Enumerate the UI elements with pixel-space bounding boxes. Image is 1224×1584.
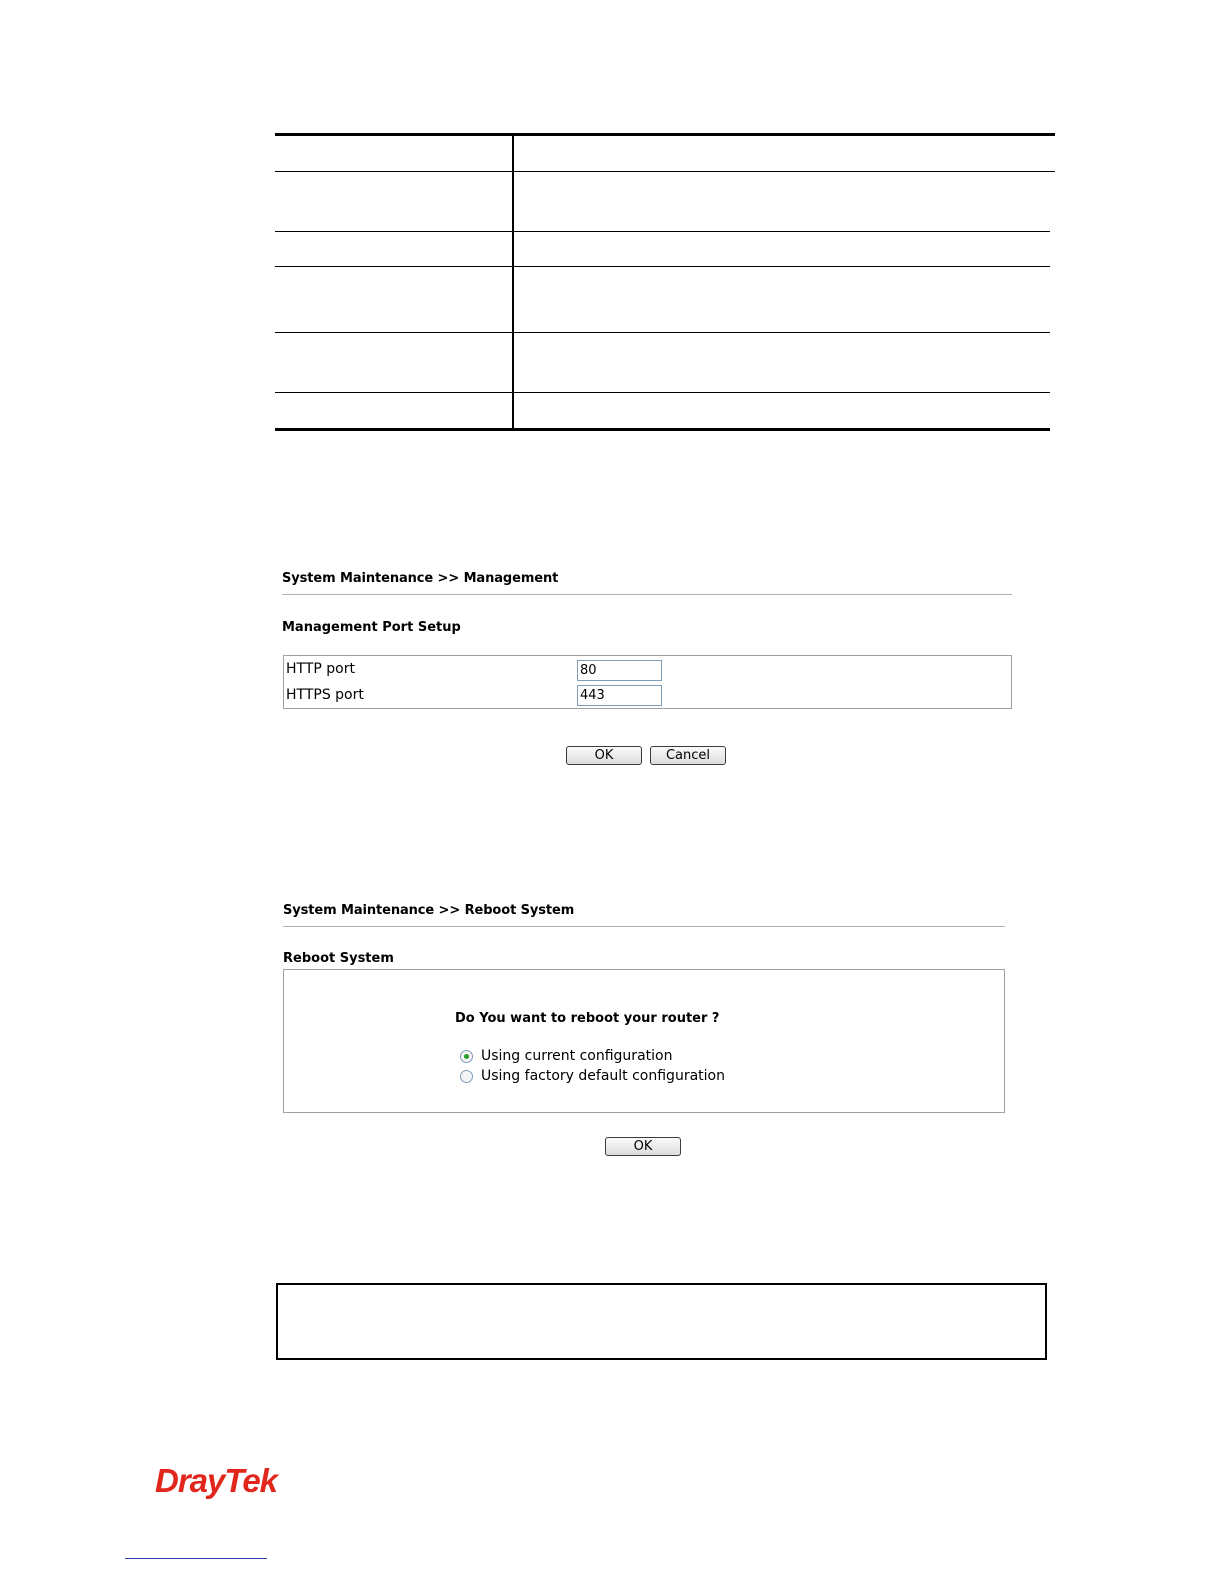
table-row-rule bbox=[275, 266, 1050, 267]
section-title: Management Port Setup bbox=[282, 620, 461, 635]
ok-button[interactable]: OK bbox=[566, 746, 642, 765]
logo-text-tek: Tek bbox=[224, 1462, 278, 1499]
table-header-rule bbox=[275, 171, 1055, 172]
definition-table bbox=[275, 133, 1055, 431]
footer-link-underline bbox=[125, 1558, 267, 1559]
section-title: Reboot System bbox=[283, 951, 394, 966]
radio-button[interactable] bbox=[460, 1070, 473, 1083]
http-port-input[interactable] bbox=[577, 660, 662, 681]
radio-factory-default[interactable] bbox=[460, 1068, 725, 1084]
logo-text-dray: Dray bbox=[155, 1462, 225, 1499]
radio-label: Using factory default configuration bbox=[481, 1068, 725, 1084]
title-divider bbox=[282, 594, 1012, 595]
radio-button-checked[interactable] bbox=[460, 1050, 473, 1063]
table-column-divider bbox=[512, 133, 514, 431]
page-title: System Maintenance >> Reboot System bbox=[283, 903, 575, 918]
table-row-rule bbox=[275, 231, 1050, 232]
https-port-input[interactable] bbox=[577, 685, 662, 706]
table-row-rule bbox=[275, 392, 1050, 393]
https-port-label: HTTPS port bbox=[286, 687, 364, 703]
http-port-label: HTTP port bbox=[286, 661, 355, 677]
draytek-logo bbox=[155, 1462, 277, 1500]
reboot-box bbox=[283, 969, 1005, 1113]
table-top-rule bbox=[275, 133, 1055, 136]
table-bottom-rule bbox=[275, 428, 1050, 431]
radio-current-config[interactable] bbox=[460, 1048, 672, 1064]
reboot-ok-button[interactable]: OK bbox=[605, 1137, 681, 1156]
table-row-rule bbox=[275, 332, 1050, 333]
page-title: System Maintenance >> Management bbox=[282, 571, 559, 586]
reboot-question: Do You want to reboot your router ? bbox=[455, 1011, 720, 1026]
cancel-button[interactable]: Cancel bbox=[650, 746, 726, 765]
title-divider bbox=[283, 926, 1005, 927]
note-box bbox=[276, 1283, 1047, 1360]
radio-label: Using current configuration bbox=[481, 1048, 673, 1064]
